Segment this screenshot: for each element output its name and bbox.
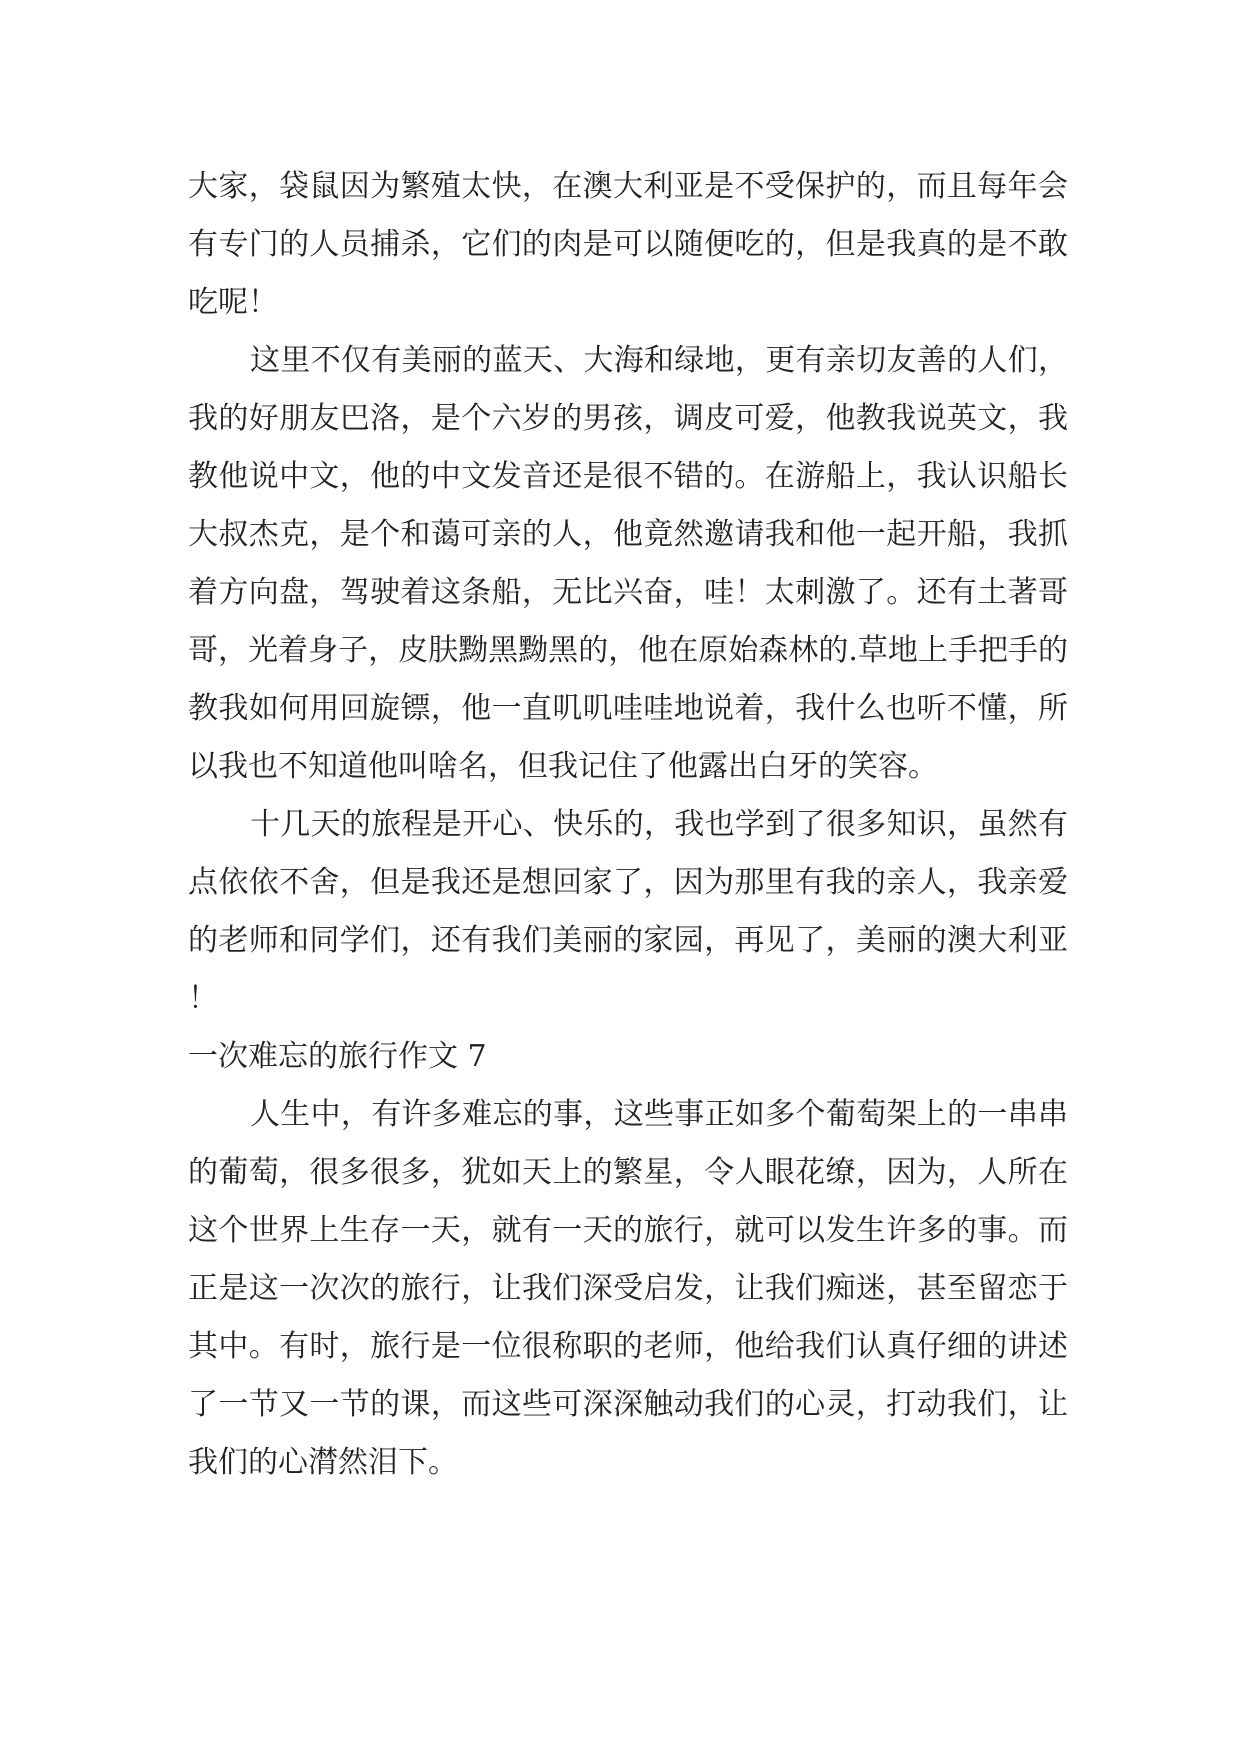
- paragraph-farewell: 十几天的旅程是开心、快乐的，我也学到了很多知识，虽然有点依依不舍，但是我还是想回家了，因为那里有我的亲人，我亲爱的老师和同学们，还有我们美丽的家园，再见了，美丽的澳大利亚！: [188, 807, 1068, 1016]
- section-title: 一次难忘的旅行作文 7: [188, 1039, 487, 1074]
- paragraph-friends: 这里不仅有美丽的蓝天、大海和绿地，更有亲切友善的人们，我的好朋友巴洛，是个六岁的男孩，调皮可爱，他教我说英文，我教他说中文，他的中文发音还是很不错的。在游船上，我认识船长大叔杰克，是个和蔼可亲的人，他竟然邀请我和他一起开船，我抓着方向盘，驾驶着这条船，无比兴奋，哇！太刺激了。还有土著哥哥，光着身子，皮肤黝黑黝黑的，他在原始森林的.草地上手把手的教我如何用回旋镖，他一直叽叽哇哇地说着，我什么也听不懂，所以我也不知道他叫啥名，但我记住了他露出白牙的笑容。: [188, 343, 1068, 784]
- paragraph-kangaroo: 大家，袋鼠因为繁殖太快，在澳大利亚是不受保护的，而且每年会有专门的人员捕杀，它们的肉是可以随便吃的，但是我真的是不敢吃呢！: [188, 169, 1068, 320]
- document-body: [188, 158, 1068, 1492]
- paragraph-life-travel: 人生中，有许多难忘的事，这些事正如多个葡萄架上的一串串的葡萄，很多很多，犹如天上的繁星，令人眼花缭，因为，人所在这个世界上生存一天，就有一天的旅行，就可以发生许多的事。而正是这一次次的旅行，让我们深受启发，让我们痴迷，甚至留恋于其中。有时，旅行是一位很称职的老师，他给我们认真仔细的讲述了一节又一节的课，而这些可深深触动我们的心灵，打动我们，让我们的心潸然泪下。: [188, 1097, 1068, 1480]
